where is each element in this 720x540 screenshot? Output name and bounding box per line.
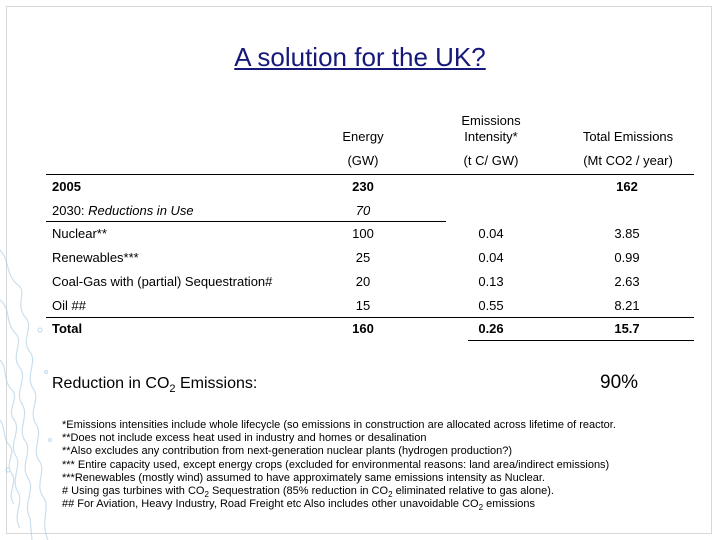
footnote-aviation-sub: 2 [478,503,484,513]
header-total-unit: (Mt CO2 / year) [583,153,673,168]
footnote-1: *Emissions intensities include whole lifecycle (so emissions in construction are allocated across lifetime of reactor. [62,419,616,431]
footnotes [62,419,662,511]
header-rule [46,174,694,175]
header-energy: Energy [342,129,384,144]
cell-energy-2030: 70 [355,203,371,218]
footnote-gas-b: Sequestration (85% reduction in CO [208,485,389,498]
reduction-label-suffix: Emissions: [175,375,258,392]
row-label-oil: Oil ## [52,298,86,313]
footnote-aviation-a: ## For Aviation, Heavy Industry, Road Freight etc Also includes other unavoidable CO [62,498,479,511]
cell-intensity-nuclear: 0.04 [478,226,504,241]
row-label-2005: 2005 [52,179,81,194]
footnote-5: ***Renewables (mostly wind) assumed to have approximately same emissions intensity as Nuclear. [62,471,545,484]
row-label-renewables: Renewables*** [52,250,139,265]
cell-total-total: 15.7 [614,321,640,336]
header-intensity-unit: (t C/ GW) [463,153,519,168]
cell-energy-total: 160 [352,321,374,336]
row-label-2030-prefix: 2030: [52,203,89,218]
cell-energy-nuclear: 100 [352,226,374,241]
total-rule [46,317,694,318]
cell-intensity-renewables: 0.04 [478,250,504,265]
reduction-value: 90% [600,372,639,393]
cell-total-nuclear: 3.85 [614,226,640,241]
footnote-gas-c: eliminated relative to gas alone). [392,485,554,498]
header-total-emissions: Total Emissions [582,129,674,144]
slide-title: A solution for the UK? [234,42,486,72]
footnote-2: **Does not include excess heat used in industry and homes or desalination [62,432,427,445]
footnote-3: **Also excludes any contribution from next-generation nuclear plants (hydrogen production?) [62,445,513,458]
cell-energy-renewables: 25 [355,250,371,265]
reduction-label-sub: 2 [169,383,176,396]
cell-total-2005: 162 [616,179,638,194]
footnote-aviation-b: emissions [483,498,536,511]
footnote-gas-sub2: 2 [388,490,393,500]
cell-intensity-oil: 0.55 [478,298,504,313]
footnote-gas [62,485,662,498]
row-label-total: Total [52,321,83,336]
cell-total-coal-gas: 2.63 [614,274,640,289]
row-label-2030 [52,203,194,218]
header-emissions-intensity: Emissions Intensity* [461,113,521,144]
bottom-rule [468,340,694,341]
cell-total-oil: 8.21 [614,298,640,313]
footnote-4: *** Entire capacity used, except energy crops (excluded for environmental reasons: land area/indirect emissions) [62,458,610,471]
row-rule-2030 [46,221,446,222]
header-energy-unit: (GW) [347,153,379,168]
footnote-gas-a: # Using gas turbines with CO [62,485,205,498]
row-label-2030-italic: Reductions in Use [88,203,194,218]
reduction-label-prefix: Reduction in CO [52,375,170,392]
row-label-nuclear: Nuclear** [52,226,107,241]
footnote-gas-sub1: 2 [204,490,209,500]
reduction-label [52,375,257,395]
cell-energy-oil: 15 [355,298,371,313]
cell-energy-coal-gas: 20 [355,274,371,289]
decorative-map-graphic [0,0,60,540]
footnote-aviation [62,498,662,511]
cell-energy-2005: 230 [352,179,374,194]
cell-intensity-coal-gas: 0.13 [478,274,504,289]
row-label-coal-gas: Coal-Gas with (partial) Sequestration# [52,274,273,289]
cell-total-renewables: 0.99 [614,250,640,265]
cell-intensity-total: 0.26 [478,321,504,336]
